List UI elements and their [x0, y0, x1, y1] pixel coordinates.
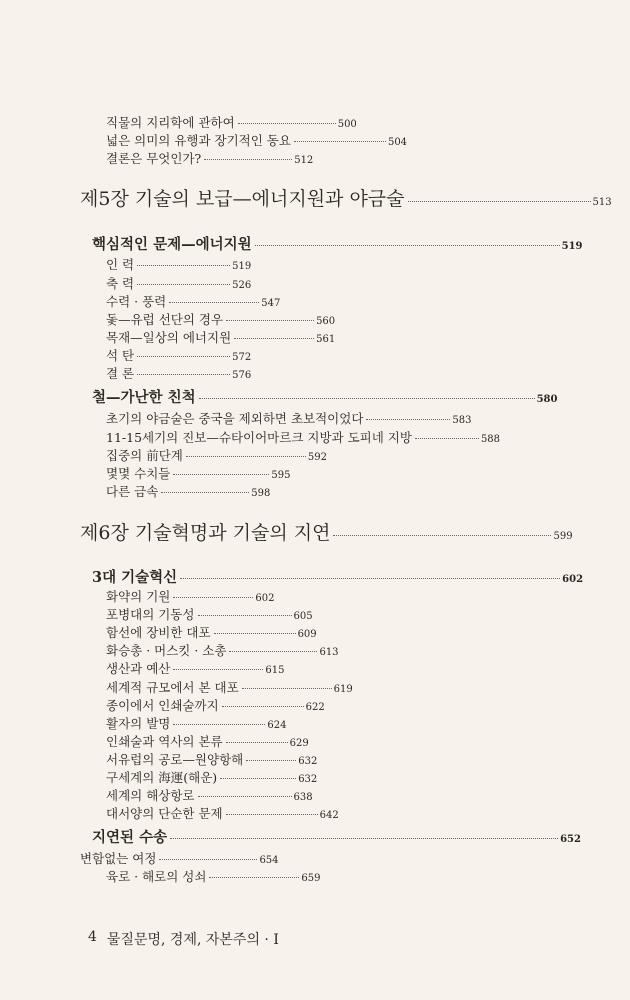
section-heading	[92, 233, 583, 254]
leader-dots	[173, 724, 265, 725]
toc-entry-title: 구세계의 海運(해운)	[106, 770, 218, 785]
toc-entry-page: 632	[298, 756, 318, 767]
chapter-heading	[80, 518, 573, 545]
toc-entry-page: 602	[255, 593, 275, 604]
toc-entry-title: 몇몇 수치들	[106, 466, 171, 481]
toc-entry	[106, 364, 251, 382]
toc-entry-title: 인 력	[106, 257, 135, 272]
leader-dots	[159, 859, 257, 860]
toc-entry-title: 직물의 지리학에 관하여	[106, 115, 235, 130]
leader-dots	[366, 419, 450, 420]
toc-entry-page: 547	[261, 298, 281, 309]
toc-entry	[106, 867, 321, 885]
toc-entry	[106, 678, 353, 696]
toc-entry-page: 619	[333, 684, 353, 695]
leader-dots	[186, 456, 306, 457]
toc-entry	[106, 274, 251, 292]
toc-entry-page: 500	[337, 119, 357, 130]
toc-entry-page: 638	[293, 792, 313, 803]
toc-entry	[106, 292, 280, 310]
toc-entry-title: 변함없는 여정	[80, 851, 157, 866]
toc-entry-page: 615	[265, 665, 285, 676]
toc-entry	[106, 446, 327, 464]
leader-dots	[222, 706, 304, 707]
leader-dots	[169, 302, 259, 303]
toc-entry-title: 넓은 의미의 유행과 장기적인 동요	[106, 133, 291, 148]
leader-dots	[180, 578, 560, 579]
toc-entry-title: 인쇄술과 역사의 본류	[106, 734, 223, 749]
leader-dots	[198, 615, 292, 616]
toc-entry-title: 3대 기술혁신	[92, 569, 178, 586]
toc-entry-page: 629	[289, 738, 309, 749]
footer-book-title: 물질문명, 경제, 자본주의 · I	[106, 932, 279, 948]
leader-dots	[226, 320, 314, 321]
toc-entry	[106, 659, 284, 677]
toc-entry-title: 철—가난한 친척	[92, 389, 196, 406]
toc-entry-title: 돛—유럽 선단의 경우	[106, 312, 224, 327]
toc-entry-page: 572	[232, 352, 252, 363]
leader-dots	[229, 651, 317, 652]
leader-dots	[255, 245, 560, 246]
toc-entry-page: 519	[232, 261, 252, 272]
toc-entry-title: 결론은 무엇인가?	[106, 151, 202, 166]
leader-dots	[170, 838, 558, 839]
toc-entry-title: 포병대의 기동성	[106, 607, 195, 622]
toc-entry-title: 제6장 기술혁명과 기술의 지연	[80, 522, 331, 544]
toc-entry-title: 생산과 예산	[106, 661, 171, 676]
leader-dots	[333, 535, 551, 536]
toc-entry	[106, 482, 270, 500]
toc-entry-title: 결 론	[106, 366, 135, 381]
leader-dots	[242, 688, 332, 689]
toc-entry-title: 수력 · 풍력	[106, 294, 167, 309]
toc-entry-page: 632	[298, 774, 318, 785]
toc-entry	[106, 786, 313, 804]
toc-entry	[106, 768, 317, 786]
toc-entry-title: 세계의 해상항로	[106, 788, 195, 803]
leader-dots	[137, 356, 230, 357]
toc-entry	[106, 428, 500, 446]
chapter-heading	[80, 184, 612, 211]
toc-entry-page: 622	[305, 702, 325, 713]
toc-entry	[106, 113, 357, 131]
leader-dots	[226, 814, 318, 815]
toc-entry-title: 초기의 야금술은 중국을 제외하면 초보적이었다	[106, 411, 364, 426]
toc-entry-page: 560	[316, 316, 336, 327]
toc-entry	[106, 409, 472, 427]
toc-entry-page: 598	[251, 488, 271, 499]
leader-dots	[408, 201, 591, 202]
toc-entry-page: 561	[316, 334, 336, 345]
toc-entry-title: 활자의 발명	[106, 716, 171, 731]
toc-entry-title: 제5장 기술의 보급—에너지원과 야금술	[80, 188, 405, 210]
toc-entry-page: 595	[271, 470, 291, 481]
toc-entry-title: 대서양의 단순한 문제	[106, 806, 223, 821]
toc-entry-page: 654	[259, 855, 279, 866]
toc-entry-title: 11-15세기의 진보—슈타이어마르크 지방과 도피네 지방	[106, 430, 412, 445]
leader-dots	[415, 438, 479, 439]
leader-dots	[220, 778, 296, 779]
toc-entry	[106, 623, 317, 641]
toc-entry	[106, 346, 251, 364]
toc-entry-page: 519	[561, 241, 583, 252]
toc-entry-page: 642	[319, 810, 339, 821]
toc-entry-page: 609	[297, 629, 317, 640]
toc-entry	[106, 605, 313, 623]
toc-entry	[106, 328, 335, 346]
toc-entry	[106, 131, 407, 149]
toc-entry	[106, 149, 313, 167]
toc-entry-title: 지연된 수송	[92, 829, 168, 846]
toc-entry	[106, 255, 251, 273]
toc-entry-title: 함선에 장비한 대포	[106, 625, 211, 640]
toc-entry-title: 육로 · 해로의 성쇠	[106, 869, 207, 884]
toc-entry	[106, 464, 290, 482]
toc-entry-page: 588	[480, 434, 501, 445]
toc-entry-page: 605	[293, 611, 313, 622]
toc-entry-page: 599	[553, 531, 573, 542]
footer-page-number: 4	[88, 929, 97, 945]
toc-entry	[106, 714, 286, 732]
leader-dots	[226, 742, 288, 743]
toc-entry-page: 512	[294, 155, 314, 166]
toc-entry-page: 613	[319, 647, 339, 658]
section-heading	[92, 826, 581, 847]
toc-entry-title: 핵심적인 문제—에너지원	[92, 236, 252, 253]
leader-dots	[294, 141, 386, 142]
page-footer	[88, 929, 279, 949]
toc-entry-title: 세계적 규모에서 본 대포	[106, 680, 239, 695]
leader-dots	[137, 265, 230, 266]
leader-dots	[198, 796, 292, 797]
toc-entry-page: 526	[232, 280, 252, 291]
toc-entry-title: 종이에서 인쇄술까지	[106, 698, 219, 713]
leader-dots	[199, 398, 535, 399]
toc-entry-page: 576	[232, 370, 252, 381]
toc-entry-page: 583	[452, 415, 472, 426]
toc-entry-page: 513	[592, 197, 612, 208]
toc-entry-page: 602	[562, 574, 584, 585]
toc-entry	[106, 750, 317, 768]
toc-entry	[106, 310, 335, 328]
toc-entry	[106, 696, 325, 714]
toc-entry	[106, 732, 309, 750]
toc-entry-title: 축 력	[106, 276, 135, 291]
toc-entry-title: 석 탄	[106, 348, 135, 363]
leader-dots	[209, 877, 299, 878]
toc-entry	[80, 849, 279, 867]
section-heading	[92, 386, 557, 407]
toc-entry-page: 504	[387, 137, 408, 148]
section-heading	[92, 566, 583, 587]
toc-entry-title: 집중의 前단계	[106, 448, 183, 463]
leader-dots	[234, 338, 314, 339]
toc-entry-title: 다른 금속	[106, 484, 159, 499]
leader-dots	[246, 760, 296, 761]
leader-dots	[204, 159, 292, 160]
toc-entry-title: 서유럽의 공로—원양항해	[106, 752, 244, 767]
toc-entry	[106, 587, 274, 605]
leader-dots	[173, 597, 253, 598]
leader-dots	[238, 123, 336, 124]
toc-entry	[106, 804, 339, 822]
toc-entry-page: 659	[301, 873, 321, 884]
toc-entry-title: 목재—일상의 에너지원	[106, 330, 232, 345]
leader-dots	[161, 492, 249, 493]
toc-entry-title: 화승총 · 머스킷 · 소총	[106, 643, 227, 658]
toc-entry-page: 624	[267, 720, 287, 731]
leader-dots	[173, 669, 263, 670]
leader-dots	[173, 474, 269, 475]
toc-entry-title: 화약의 기원	[106, 589, 171, 604]
leader-dots	[137, 284, 230, 285]
leader-dots	[137, 374, 230, 375]
toc-entry	[106, 641, 339, 659]
toc-entry-page: 580	[536, 394, 558, 405]
toc-entry-page: 652	[560, 834, 581, 845]
leader-dots	[214, 633, 296, 634]
toc-entry-page: 592	[307, 452, 327, 463]
